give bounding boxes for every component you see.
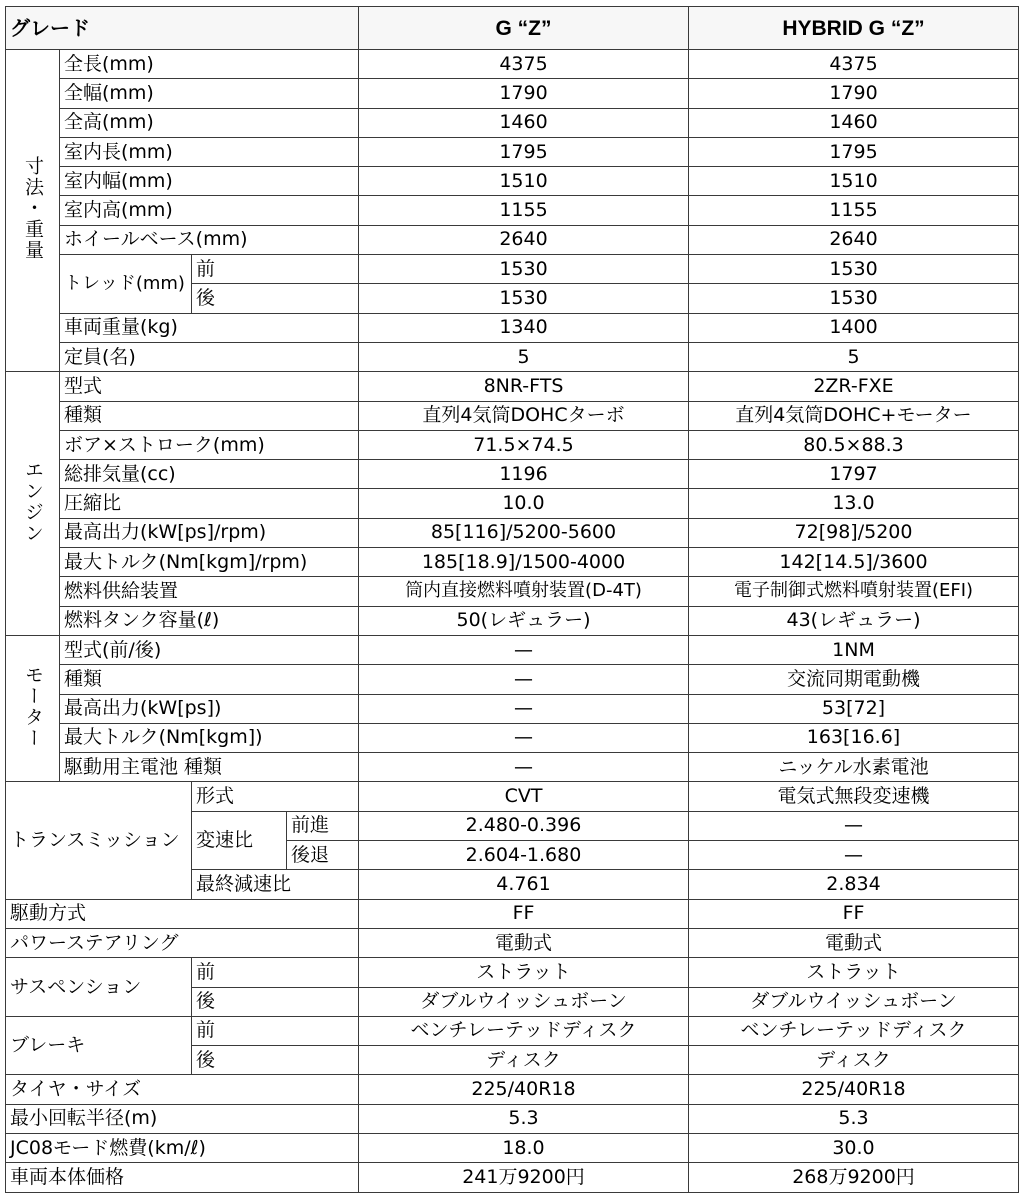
- row-value-1: 2640: [359, 225, 689, 254]
- row-value-1: 電動式: [359, 928, 689, 957]
- row-value-1: ダブルウイッシュボーン: [359, 987, 689, 1016]
- row-label: 室内幅(mm): [60, 167, 359, 196]
- row-value-1: 225/40R18: [359, 1075, 689, 1104]
- row-label: 後: [192, 284, 359, 313]
- table-row: [6, 635, 1019, 664]
- table-row: [6, 79, 1019, 108]
- table-row: [6, 255, 1019, 284]
- table-row: [6, 167, 1019, 196]
- row-label: 室内高(mm): [60, 196, 359, 225]
- row-value-2: 1400: [689, 313, 1019, 342]
- table-row: [6, 460, 1019, 489]
- row-value-2: 電気式無段変速機: [689, 782, 1019, 811]
- row-label: 最高出力(kW[ps]): [60, 694, 359, 723]
- row-value-2: 1NM: [689, 635, 1019, 664]
- row-value-2: 1460: [689, 108, 1019, 137]
- table-row: [6, 489, 1019, 518]
- row-label: 前: [192, 1016, 359, 1045]
- row-value-2: 1790: [689, 79, 1019, 108]
- row-value-1: 85[116]/5200-5600: [359, 518, 689, 547]
- row-value-2: 電子制御式燃料噴射装置(EFI): [689, 577, 1019, 606]
- table-row: [6, 782, 1019, 811]
- row-value-2: 4375: [689, 50, 1019, 79]
- row-value-1: 1510: [359, 167, 689, 196]
- row-label: 型式(前/後): [60, 635, 359, 664]
- row-value-2: ベンチレーテッドディスク: [689, 1016, 1019, 1045]
- table-row: [6, 108, 1019, 137]
- table-row: [6, 606, 1019, 635]
- row-value-1: ストラット: [359, 958, 689, 987]
- row-value-1: 8NR-FTS: [359, 372, 689, 401]
- row-label: 駆動用主電池 種類: [60, 753, 359, 782]
- row-value-1: 185[18.9]/1500-4000: [359, 548, 689, 577]
- row-label: 最高出力(kW[ps]/rpm): [60, 518, 359, 547]
- table-row: [6, 1133, 1019, 1162]
- table-row: [6, 1104, 1019, 1133]
- row-value-1: 18.0: [359, 1133, 689, 1162]
- table-row: [6, 225, 1019, 254]
- row-value-1: 1530: [359, 255, 689, 284]
- row-value-1: FF: [359, 899, 689, 928]
- table-row: [6, 723, 1019, 752]
- grade-col-1: G “Z”: [359, 7, 689, 50]
- table-row: [6, 753, 1019, 782]
- row-value-2: ストラット: [689, 958, 1019, 987]
- row-value-1: 50(レギュラー): [359, 606, 689, 635]
- row-value-2: 2.834: [689, 870, 1019, 899]
- table-row: [6, 401, 1019, 430]
- row-label: 最大トルク(Nm[kgm]/rpm): [60, 548, 359, 577]
- row-label: 前: [192, 255, 359, 284]
- table-row: [6, 518, 1019, 547]
- row-value-2: 2ZR-FXE: [689, 372, 1019, 401]
- row-label: 後: [192, 1046, 359, 1075]
- row-value-2: 5: [689, 342, 1019, 371]
- row-value-1: 1530: [359, 284, 689, 313]
- row-label: 室内長(mm): [60, 137, 359, 166]
- row-value-1: 1460: [359, 108, 689, 137]
- row-label: JC08モード燃費(km/ℓ): [6, 1133, 359, 1162]
- section-motor: モーター: [6, 635, 60, 781]
- row-label: 車両本体価格: [6, 1163, 359, 1192]
- row-value-2: 1155: [689, 196, 1019, 225]
- row-label: パワーステアリング: [6, 928, 359, 957]
- row-label: タイヤ・サイズ: [6, 1075, 359, 1104]
- row-label: 前: [192, 958, 359, 987]
- row-value-1: 241万9200円: [359, 1163, 689, 1192]
- row-value-2: 交流同期電動機: [689, 665, 1019, 694]
- row-label: 形式: [192, 782, 359, 811]
- row-label: 全高(mm): [60, 108, 359, 137]
- table-row: [6, 342, 1019, 371]
- row-value-2: 1530: [689, 255, 1019, 284]
- row-label: 駆動方式: [6, 899, 359, 928]
- table-row: [6, 313, 1019, 342]
- row-value-1: 5.3: [359, 1104, 689, 1133]
- tread-label: トレッド(mm): [60, 255, 192, 314]
- row-value-1: 2.604-1.680: [359, 841, 689, 870]
- row-value-2: 268万9200円: [689, 1163, 1019, 1192]
- row-value-2: 163[16.6]: [689, 723, 1019, 752]
- section-dimensions: 寸法・重量: [6, 50, 60, 372]
- row-label: 最終減速比: [192, 870, 359, 899]
- row-value-2: 80.5×88.3: [689, 430, 1019, 459]
- row-value-2: 13.0: [689, 489, 1019, 518]
- row-value-1: 1196: [359, 460, 689, 489]
- row-label: 燃料供給装置: [60, 577, 359, 606]
- row-value-1: 4.761: [359, 870, 689, 899]
- row-value-1: 1795: [359, 137, 689, 166]
- section-suspension: サスペンション: [6, 958, 192, 1017]
- table-row: [6, 899, 1019, 928]
- row-value-1: —: [359, 665, 689, 694]
- row-label: 最大トルク(Nm[kgm]): [60, 723, 359, 752]
- row-label: 種類: [60, 401, 359, 430]
- row-value-1: 5: [359, 342, 689, 371]
- row-value-1: —: [359, 694, 689, 723]
- row-label: ボア×ストローク(mm): [60, 430, 359, 459]
- table-row: [6, 196, 1019, 225]
- row-value-1: ディスク: [359, 1046, 689, 1075]
- row-value-1: 2.480-0.396: [359, 811, 689, 840]
- row-value-1: 直列4気筒DOHCターボ: [359, 401, 689, 430]
- table-row: [6, 928, 1019, 957]
- grade-col-2: HYBRID G “Z”: [689, 7, 1019, 50]
- row-value-2: —: [689, 811, 1019, 840]
- table-row: [6, 1163, 1019, 1192]
- row-value-2: 5.3: [689, 1104, 1019, 1133]
- table-row: [6, 665, 1019, 694]
- row-value-2: 225/40R18: [689, 1075, 1019, 1104]
- row-value-1: 4375: [359, 50, 689, 79]
- row-label: 車両重量(kg): [60, 313, 359, 342]
- row-value-2: 30.0: [689, 1133, 1019, 1162]
- row-label: 燃料タンク容量(ℓ): [60, 606, 359, 635]
- row-label: 種類: [60, 665, 359, 694]
- row-value-2: 43(レギュラー): [689, 606, 1019, 635]
- row-value-2: ディスク: [689, 1046, 1019, 1075]
- table-row: [6, 1016, 1019, 1045]
- spec-table: [5, 6, 1019, 1193]
- row-value-1: CVT: [359, 782, 689, 811]
- gear-ratio-label: 変速比: [192, 811, 287, 870]
- row-value-2: 53[72]: [689, 694, 1019, 723]
- table-row: [6, 694, 1019, 723]
- row-value-1: 1340: [359, 313, 689, 342]
- row-value-2: ニッケル水素電池: [689, 753, 1019, 782]
- row-value-1: 1155: [359, 196, 689, 225]
- row-value-2: 電動式: [689, 928, 1019, 957]
- row-value-2: 直列4気筒DOHC+モーター: [689, 401, 1019, 430]
- table-row: [6, 430, 1019, 459]
- row-label: 圧縮比: [60, 489, 359, 518]
- row-value-2: 72[98]/5200: [689, 518, 1019, 547]
- table-row: [6, 958, 1019, 987]
- row-label: 最小回転半径(m): [6, 1104, 359, 1133]
- row-label: 後退: [287, 841, 359, 870]
- table-row: [6, 50, 1019, 79]
- table-row: [6, 372, 1019, 401]
- row-label: 型式: [60, 372, 359, 401]
- row-label: 総排気量(cc): [60, 460, 359, 489]
- row-value-2: ダブルウイッシュボーン: [689, 987, 1019, 1016]
- row-value-1: ベンチレーテッドディスク: [359, 1016, 689, 1045]
- row-value-1: —: [359, 635, 689, 664]
- row-value-2: FF: [689, 899, 1019, 928]
- row-value-1: 71.5×74.5: [359, 430, 689, 459]
- grade-label: グレード: [6, 7, 359, 50]
- row-value-1: 10.0: [359, 489, 689, 518]
- row-value-1: —: [359, 753, 689, 782]
- row-value-1: 1790: [359, 79, 689, 108]
- section-transmission: トランスミッション: [6, 782, 192, 899]
- row-value-2: 1795: [689, 137, 1019, 166]
- row-value-2: 142[14.5]/3600: [689, 548, 1019, 577]
- row-label: ホイールベース(mm): [60, 225, 359, 254]
- row-value-1: —: [359, 723, 689, 752]
- row-label: 全長(mm): [60, 50, 359, 79]
- row-value-2: 1530: [689, 284, 1019, 313]
- row-value-2: 1797: [689, 460, 1019, 489]
- table-row: [6, 548, 1019, 577]
- row-value-2: 1510: [689, 167, 1019, 196]
- row-value-2: —: [689, 841, 1019, 870]
- table-row: [6, 137, 1019, 166]
- section-engine: エンジン: [6, 372, 60, 636]
- row-label: 定員(名): [60, 342, 359, 371]
- row-label: 前進: [287, 811, 359, 840]
- row-label: 後: [192, 987, 359, 1016]
- table-row: [6, 577, 1019, 606]
- section-brake: ブレーキ: [6, 1016, 192, 1075]
- row-label: 全幅(mm): [60, 79, 359, 108]
- table-row: [6, 1075, 1019, 1104]
- row-value-1: 筒内直接燃料噴射装置(D-4T): [359, 577, 689, 606]
- row-value-2: 2640: [689, 225, 1019, 254]
- header-row: [6, 7, 1019, 50]
